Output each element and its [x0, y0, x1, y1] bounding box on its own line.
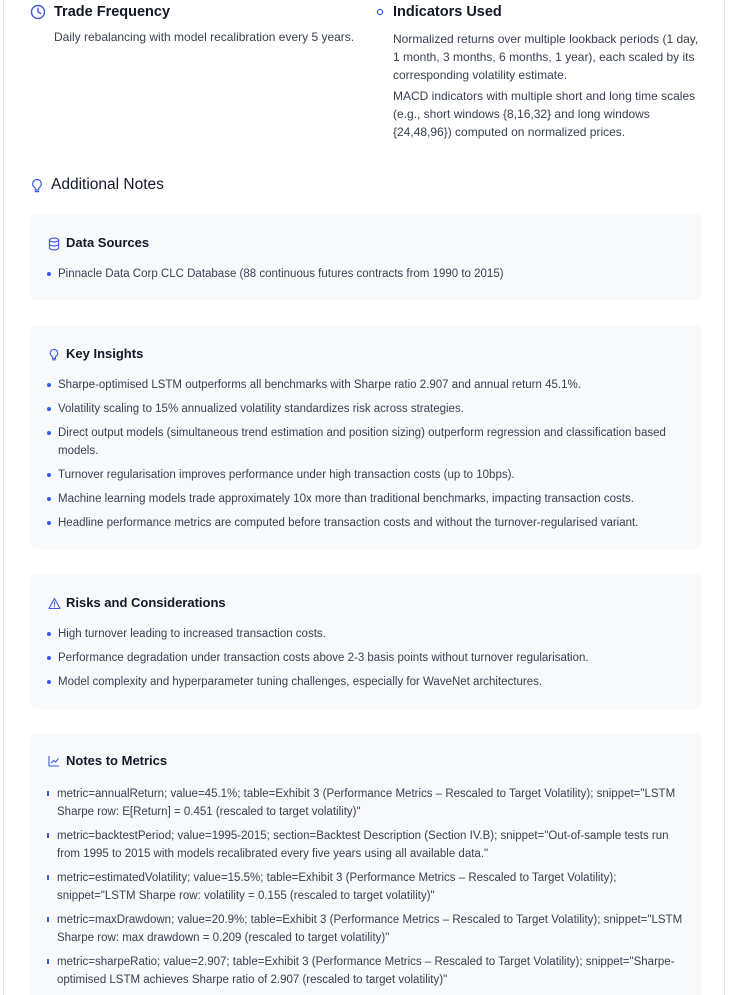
data-sources-title: Data Sources — [66, 235, 150, 250]
notes-to-metrics-list — [46, 785, 691, 989]
data-sources-card — [30, 214, 702, 300]
indicator-paragraph: MACD indicators with multiple short and long time scales (e.g., short windows {8,16,32} and long windows {24,48,96}) computed on normalized prices. — [393, 89, 696, 139]
list-item: metric=sharpeRatio; value=2.907; table=Exhibit 3 (Performance Metrics – Rescaled to Target Volatility); snippet="Sharpe-optimised LSTM achieves Sharpe ratio of 2.907 (rescaled to target volatility)" — [46, 953, 691, 989]
list-item: Headline performance metrics are computed before transaction costs and without the turnover-regularised variant. — [47, 514, 687, 532]
line-chart-icon — [48, 755, 60, 767]
key-insights-title: Key Insights — [66, 346, 144, 361]
data-sources-list — [47, 265, 687, 283]
strategy-details-row — [0, 0, 731, 150]
risks-card — [30, 574, 702, 709]
additional-notes-title: Additional Notes — [51, 176, 164, 193]
list-item: Direct output models (simultaneous trend estimation and position sizing) outperform regression and classification based models. — [47, 424, 687, 460]
trade-frequency-text: Daily rebalancing with model recalibration every 5 years. — [54, 30, 355, 44]
list-item: metric=backtestPeriod; value=1995-2015; section=Backtest Description (Section IV.B); snippet="Out-of-sample tests run from 1995 to 2015 with models recalibrated every five years using all available data." — [46, 827, 691, 863]
notes-to-metrics-title: Notes to Metrics — [66, 753, 168, 768]
risks-title: Risks and Considerations — [66, 595, 226, 610]
list-item: High turnover leading to increased transaction costs. — [47, 625, 687, 643]
list-item: Machine learning models trade approximately 10x more than traditional benchmarks, impacting transaction costs. — [47, 490, 687, 508]
key-insights-card — [30, 325, 702, 549]
warning-icon — [48, 597, 61, 610]
list-item: Performance degradation under transaction costs above 2-3 basis points without turnover regularisation. — [47, 649, 687, 667]
database-icon — [48, 237, 60, 251]
dot-icon — [376, 8, 384, 16]
risks-list — [47, 625, 687, 691]
key-insights-list — [47, 376, 687, 532]
list-item: Turnover regularisation improves performance under high transaction costs (up to 10bps). — [47, 466, 687, 484]
lightbulb-icon — [48, 348, 60, 362]
list-item: metric=maxDrawdown; value=20.9%; table=Exhibit 3 (Performance Metrics – Rescaled to Target Volatility); snippet="LSTM Sharpe row: max drawdown = 0.209 (rescaled to target volatility)" — [46, 911, 691, 947]
indicator-paragraph: Normalized returns over multiple lookback periods (1 day, 1 month, 3 months, 6 months, 1 year), each scaled by its corresponding volatility estimate. — [393, 32, 699, 82]
list-item: Model complexity and hyperparameter tuning challenges, especially for WaveNet architectures. — [47, 673, 687, 691]
list-item: Volatility scaling to 15% annualized volatility standardizes risk across strategies. — [47, 400, 687, 418]
indicators-title: Indicators Used — [393, 4, 502, 20]
list-item: metric=annualReturn; value=45.1%; table=Exhibit 3 (Performance Metrics – Rescaled to Target Volatility); snippet="LSTM Sharpe row: E[Return] = 0.451 (rescaled to target volatility)" — [46, 785, 691, 821]
list-item: metric=estimatedVolatility; value=15.5%; table=Exhibit 3 (Performance Metrics – Rescaled to Target Volatility); snippet="LSTM Sharpe row: volatility = 0.155 (rescaled to target volatility)" — [46, 869, 691, 905]
trade-frequency-title: Trade Frequency — [54, 4, 171, 20]
lightbulb-icon — [30, 178, 44, 194]
notes-to-metrics-card — [30, 733, 702, 995]
clock-icon — [30, 4, 46, 20]
list-item: Pinnacle Data Corp CLC Database (88 continuous futures contracts from 1990 to 2015) — [47, 265, 687, 283]
list-item: Sharpe-optimised LSTM outperforms all benchmarks with Sharpe ratio 2.907 and annual return 45.1%. — [47, 376, 687, 394]
